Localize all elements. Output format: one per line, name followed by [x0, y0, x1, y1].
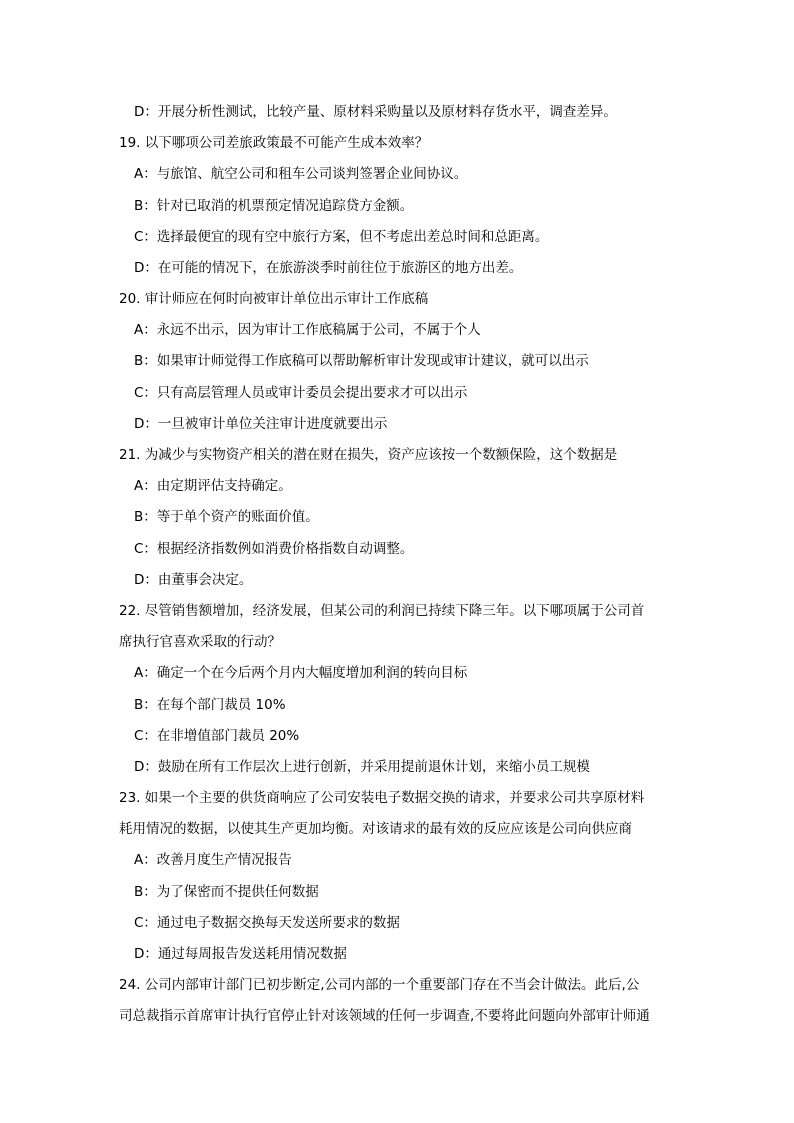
question-24: 24. 公司内部审计部门已初步断定,公司内部的一个重要部门存在不当会计做法。此后,公 [119, 977, 640, 993]
option-20-a: A：永远不出示，因为审计工作底稿属于公司，不属于个人 [134, 322, 481, 338]
question-22: 22. 尽管销售额增加，经济发展，但某公司的利润已持续下降三年。以下哪项属于公司首 [119, 603, 645, 619]
option-22-c: C：在非增值部门裁员 20% [134, 728, 300, 744]
option-19-b: B：针对已取消的机票预定情况追踪贷方金额。 [134, 198, 414, 214]
option-20-b: B：如果审计师觉得工作底稿可以帮助解析审计发现或审计建议，就可以出示 [134, 353, 589, 369]
option-22-b: B：在每个部门裁员 10% [134, 697, 286, 713]
option-22-a: A：确定一个在今后两个月内大幅度增加利润的转向目标 [134, 665, 468, 681]
option-19-a: A：与旅馆、航空公司和租车公司谈判签署企业间协议。 [134, 166, 468, 182]
option-21-a: A：由定期评估支持确定。 [134, 478, 292, 494]
option-19-c: C：选择最便宜的现有空中旅行方案，但不考虑出差总时间和总距离。 [134, 229, 549, 245]
question-19: 19. 以下哪项公司差旅政策最不可能产生成本效率？ [119, 135, 429, 151]
option-21-d: D：由董事会决定。 [134, 572, 253, 588]
option-22-d: D：鼓励在所有工作层次上进行创新，并采用提前退休计划，来缩小员工规模 [134, 759, 590, 775]
question-20: 20. 审计师应在何时向被审计单位出示审计工作底稿 [119, 291, 429, 307]
option-18-d: D：开展分析性测试，比较产量、原材料采购量以及原材料存货水平，调查差异。 [134, 104, 617, 120]
option-23-c: C：通过电子数据交换每天发送所要求的数据 [134, 915, 400, 931]
option-21-b: B：等于单个资产的账面价值。 [134, 509, 319, 525]
question-23: 23. 如果一个主要的供货商响应了公司安装电子数据交换的请求，并要求公司共享原材料 [119, 790, 645, 806]
question-23-cont: 耗用情况的数据，以使其生产更加均衡。对该请求的最有效的反应应该是公司向供应商 [119, 821, 632, 837]
option-23-d: D：通过每周报告发送耗用情况数据 [134, 946, 347, 962]
question-24-cont: 司总裁指示首席审计执行官停止针对该领域的任何一步调查,不要将此问题向外部审计师通 [119, 1008, 650, 1024]
option-23-b: B：为了保密而不提供任何数据 [134, 884, 319, 900]
option-20-c: C：只有高层管理人员或审计委员会提出要求才可以出示 [134, 385, 468, 401]
option-19-d: D：在可能的情况下，在旅游淡季时前往位于旅游区的地方出差。 [134, 260, 523, 276]
option-23-a: A：改善月度生产情况报告 [134, 852, 292, 868]
option-20-d: D：一旦被审计单位关注审计进度就要出示 [134, 416, 388, 432]
option-21-c: C：根据经济指数例如消费价格指数自动调整。 [134, 541, 414, 557]
question-22-cont: 席执行官喜欢采取的行动？ [119, 634, 281, 650]
question-21: 21. 为减少与实物资产相关的潜在财在损失，资产应该按一个数额保险，这个数据是 [119, 447, 618, 463]
